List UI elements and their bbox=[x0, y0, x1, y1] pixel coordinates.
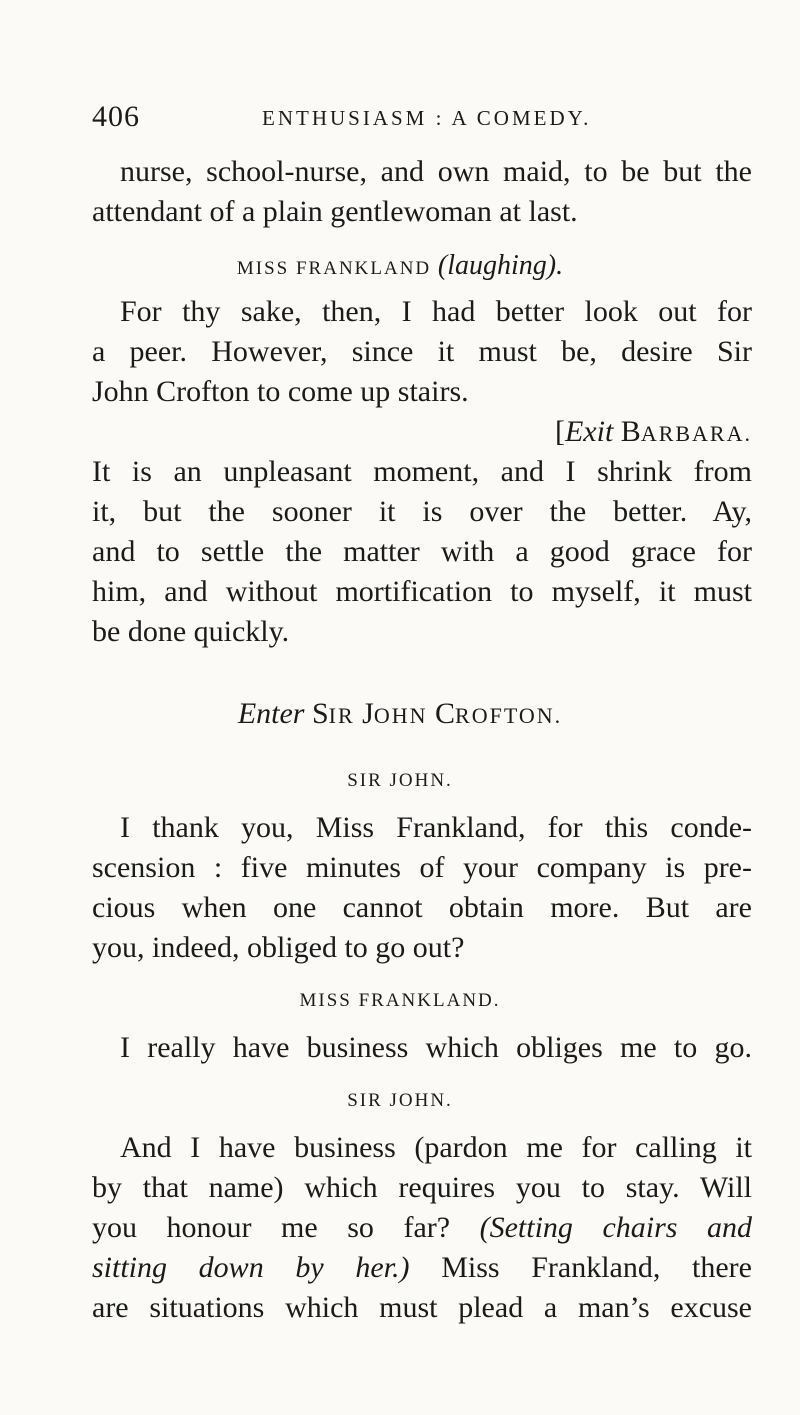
speaker-heading: SIR JOHN. bbox=[347, 770, 453, 791]
text-line: by that name) which requires you to stay. Will bbox=[92, 1171, 752, 1204]
stage-direction: (laughing). bbox=[437, 250, 564, 281]
text-line: I thank you, Miss Frankland, for this conde- bbox=[120, 811, 752, 844]
text-line: nurse, school-nurse, and own maid, to be but the bbox=[120, 155, 752, 188]
text-line: For thy sake, then, I had better look out for bbox=[120, 295, 752, 328]
speaker-heading bbox=[0, 250, 800, 282]
text-line: John Crofton to come up stairs. bbox=[92, 375, 469, 408]
speaker-name: MISS FRANKLAND bbox=[236, 258, 432, 279]
speaker-heading: SIR JOHN. bbox=[347, 1090, 453, 1111]
text-line: scension : five minutes of your company is pre- bbox=[92, 851, 752, 884]
text-line: It is an unpleasant moment, and I shrink from bbox=[92, 455, 752, 488]
text-line: sitting down by her.) Miss Frankland, there bbox=[92, 1251, 752, 1284]
entrance-direction: Enter SIR JOHN CROFTON. bbox=[237, 697, 563, 730]
enter-word: Enter bbox=[237, 697, 305, 730]
exit-word: Exit bbox=[564, 415, 614, 448]
text-line: I really have business which obliges me to go. bbox=[120, 1031, 752, 1064]
page-header bbox=[92, 100, 732, 140]
page-number: 406 bbox=[92, 100, 140, 133]
stage-direction: (Setting chairs and bbox=[479, 1211, 753, 1244]
text-line: you honour me so far? (Setting chairs and bbox=[92, 1211, 753, 1244]
exit-direction: [Exit BARBARA. bbox=[554, 415, 752, 448]
text-line: cious when one cannot obtain more. But are bbox=[92, 891, 752, 924]
text-line: it, but the sooner it is over the better. Ay, bbox=[92, 495, 752, 528]
text-line: and to settle the matter with a good grace for bbox=[92, 535, 752, 568]
text-line: are situations which must plead a man’s excuse bbox=[92, 1291, 752, 1324]
text-line: him, and without mortification to myself, it must bbox=[92, 575, 752, 608]
text-line: attendant of a plain gentlewoman at last. bbox=[92, 195, 578, 228]
speaker-heading: MISS FRANKLAND. bbox=[299, 990, 501, 1011]
text-line: you, indeed, obliged to go out? bbox=[92, 931, 465, 964]
text-line: And I have business (pardon me for calling it bbox=[120, 1131, 752, 1164]
running-head: ENTHUSIASM : A COMEDY. bbox=[262, 106, 592, 130]
stage-direction: sitting down by her.) bbox=[92, 1251, 410, 1284]
text-line: be done quickly. bbox=[92, 615, 290, 648]
text-line: a peer. However, since it must be, desire Sir bbox=[92, 335, 752, 368]
